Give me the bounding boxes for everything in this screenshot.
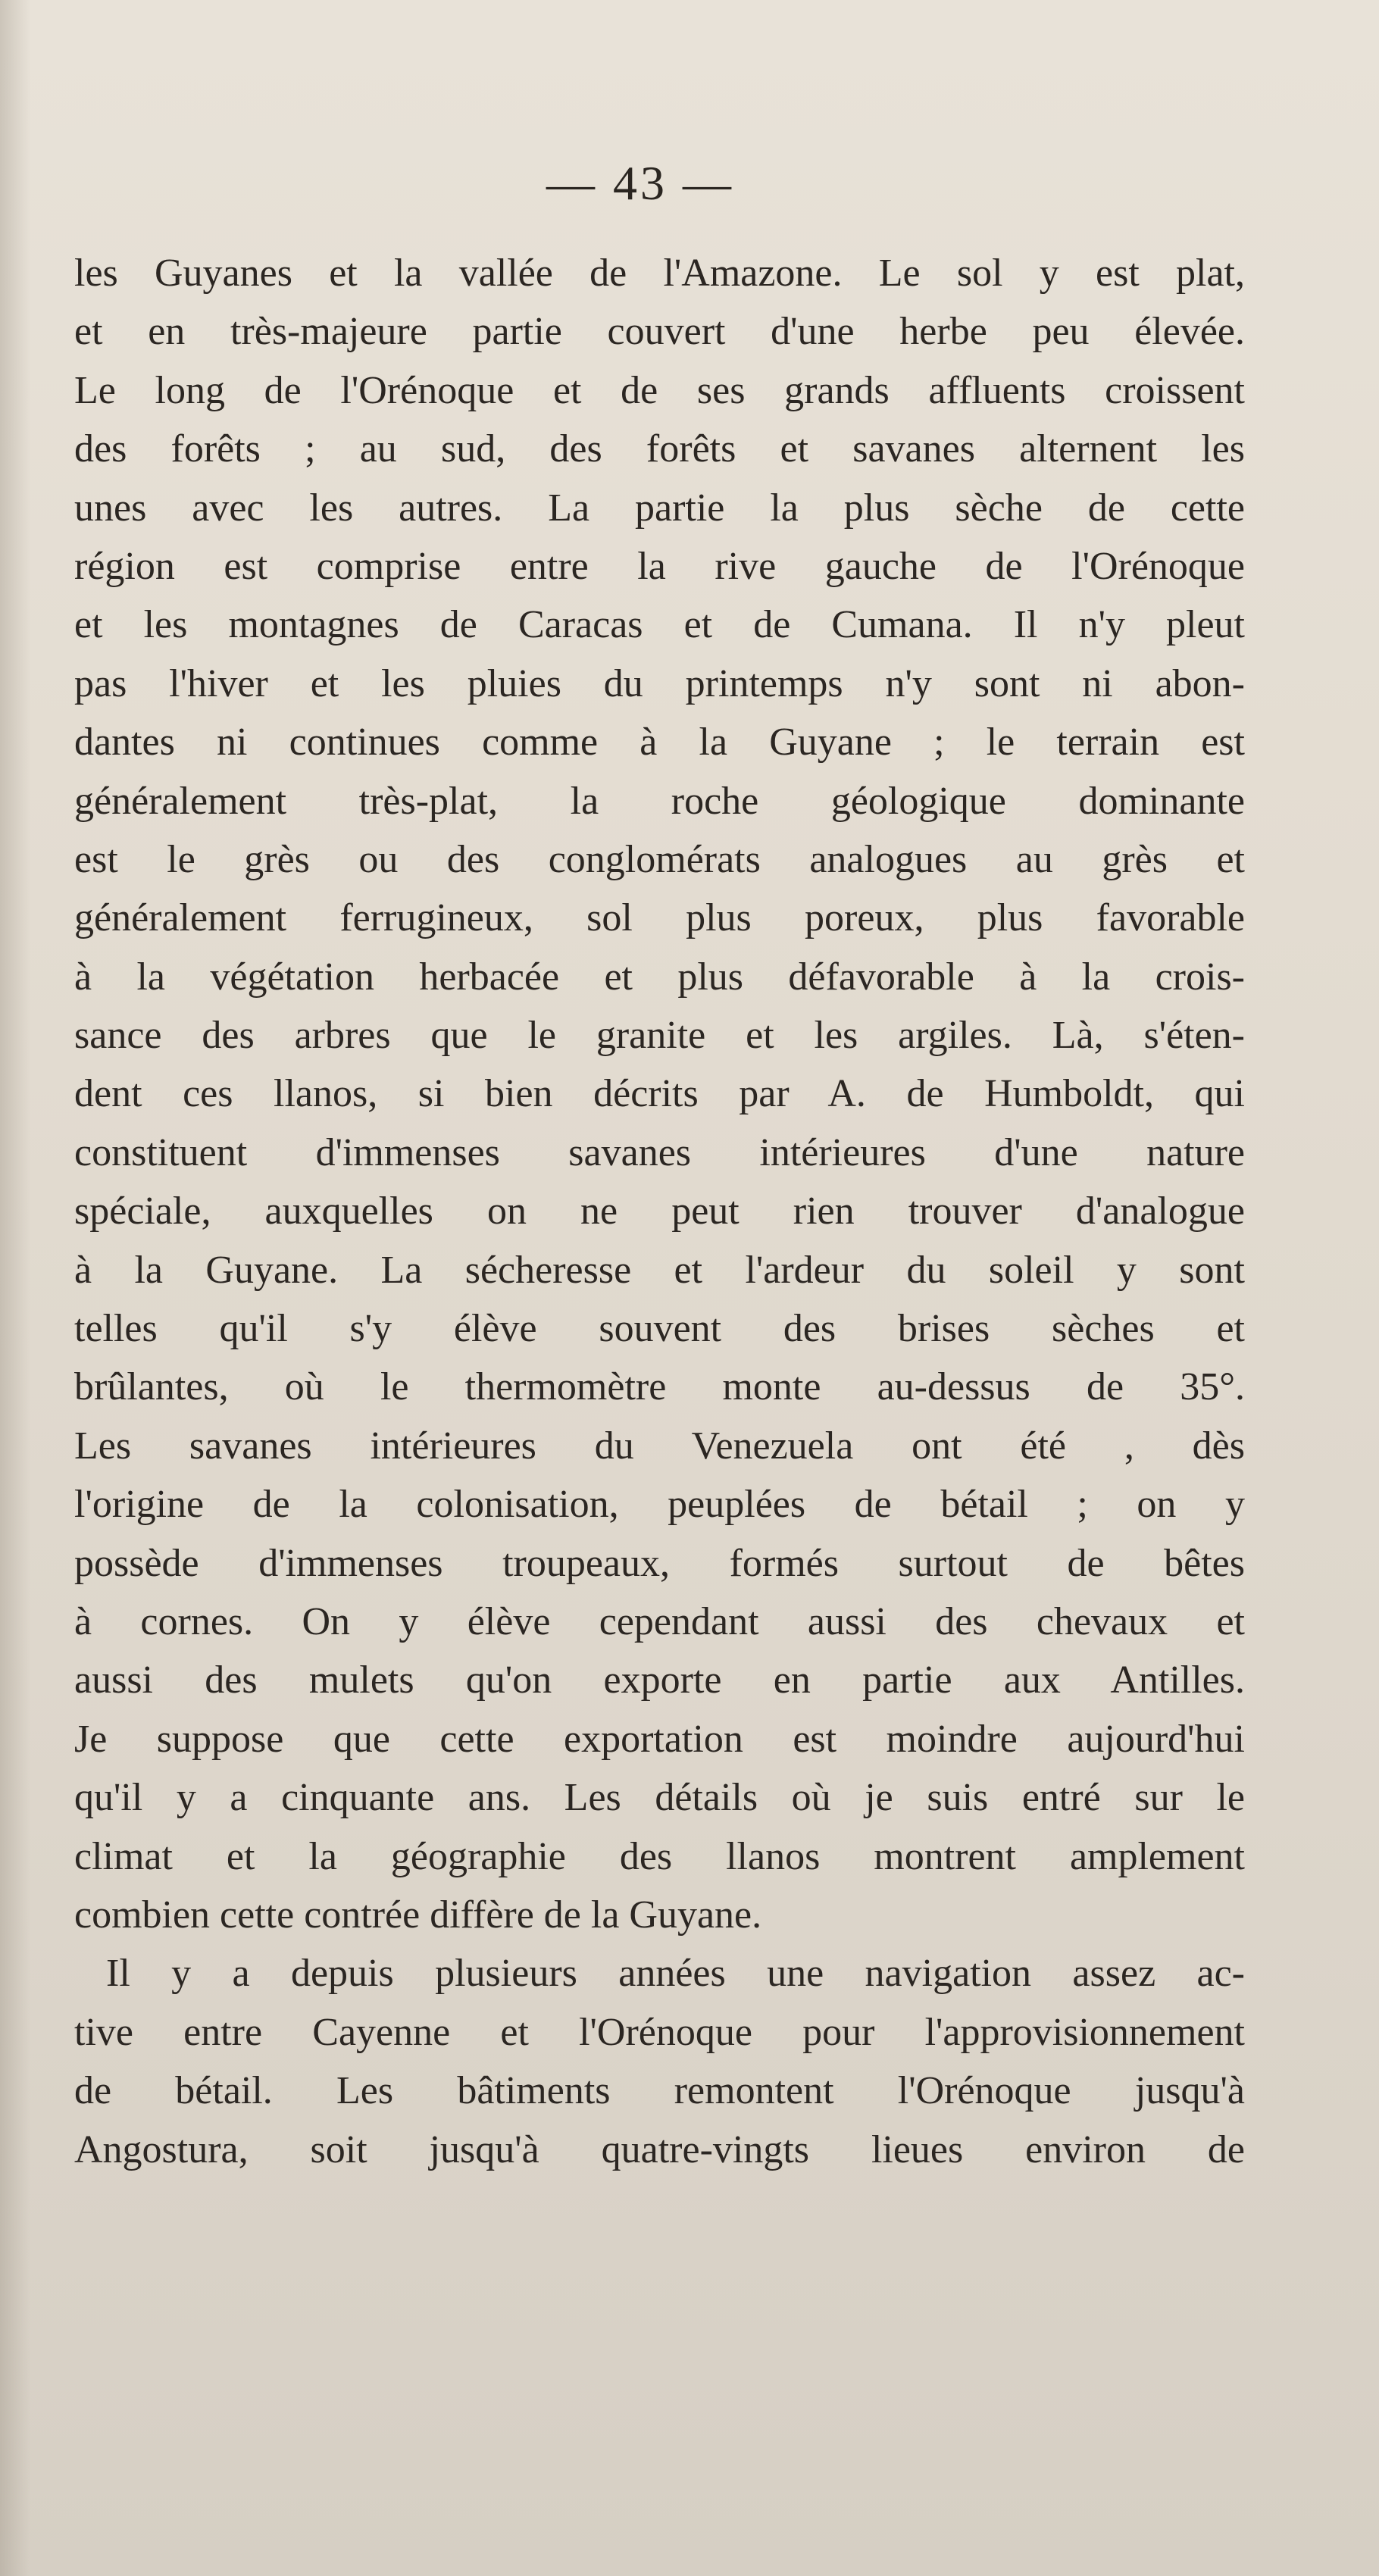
text-line: climat et la géographie des llanos montrent amplement	[74, 1834, 1245, 1878]
text-line: sance des arbres que le granite et les argiles. Là, s'éten-	[74, 1014, 1245, 1058]
text-line: constituent d'immenses savanes intérieures d'une nature	[74, 1130, 1245, 1174]
text-line: et les montagnes de Caracas et de Cumana. Il n'y pleut	[74, 603, 1245, 647]
text-line: l'origine de la colonisation, peuplées de bétail ; on y	[74, 1483, 1245, 1527]
text-line: est le grès ou des conglomérats analogues au grès et	[74, 837, 1245, 881]
page-number: — 43 —	[546, 156, 734, 210]
text-line: qu'il y a cinquante ans. Les détails où je suis entré sur le	[74, 1776, 1245, 1820]
text-line: à la végétation herbacée et plus défavorable à la crois-	[74, 955, 1245, 999]
text-line: dent ces llanos, si bien décrits par A. de Humboldt, qui	[74, 1072, 1245, 1116]
text-line: combien cette contrée diffère de la Guyane.	[74, 1893, 762, 1937]
text-line: tive entre Cayenne et l'Orénoque pour l'approvisionnement	[74, 2010, 1245, 2054]
text-line: brûlantes, où le thermomètre monte au-dessus de 35°.	[74, 1365, 1245, 1409]
text-line: telles qu'il s'y élève souvent des brises sèches et	[74, 1307, 1245, 1351]
text-line: région est comprise entre la rive gauche de l'Orénoque	[74, 544, 1245, 588]
text-line: de bétail. Les bâtiments remontent l'Orénoque jusqu'à	[74, 2069, 1245, 2113]
text-line: généralement ferrugineux, sol plus poreux, plus favorable	[74, 896, 1245, 940]
text-line: Le long de l'Orénoque et de ses grands affluents croissent	[74, 368, 1245, 412]
body-text	[74, 244, 1245, 2179]
text-line: pas l'hiver et les pluies du printemps n'y sont ni abon-	[74, 661, 1245, 705]
text-line: à la Guyane. La sécheresse et l'ardeur du soleil y sont	[74, 1248, 1245, 1292]
text-line: aussi des mulets qu'on exporte en partie aux Antilles.	[74, 1658, 1245, 1702]
text-line: Les savanes intérieures du Venezuela ont été , dès	[74, 1424, 1245, 1468]
paragraph-2	[74, 1944, 1245, 2179]
text-line: et en très-majeure partie couvert d'une herbe peu élevée.	[74, 310, 1245, 354]
text-line: généralement très-plat, la roche géologique dominante	[74, 779, 1245, 823]
paragraph-1	[74, 244, 1245, 1944]
text-line: Angostura, soit jusqu'à quatre-vingts lieues environ de	[74, 2127, 1245, 2171]
text-line: les Guyanes et la vallée de l'Amazone. Le sol y est plat,	[74, 252, 1245, 295]
text-line: Il y a depuis plusieurs années une navigation assez ac-	[106, 1952, 1245, 1996]
text-line: des forêts ; au sud, des forêts et savanes alternent les	[74, 427, 1245, 471]
text-line: dantes ni continues comme à la Guyane ; le terrain est	[74, 721, 1245, 764]
text-line: possède d'immenses troupeaux, formés surtout de bêtes	[74, 1541, 1245, 1585]
text-line: spéciale, auxquelles on ne peut rien trouver d'analogue	[74, 1190, 1245, 1233]
text-line: unes avec les autres. La partie la plus sèche de cette	[74, 486, 1245, 530]
text-line: Je suppose que cette exportation est moindre aujourd'hui	[74, 1717, 1245, 1761]
text-line: à cornes. On y élève cependant aussi des chevaux et	[74, 1599, 1245, 1643]
